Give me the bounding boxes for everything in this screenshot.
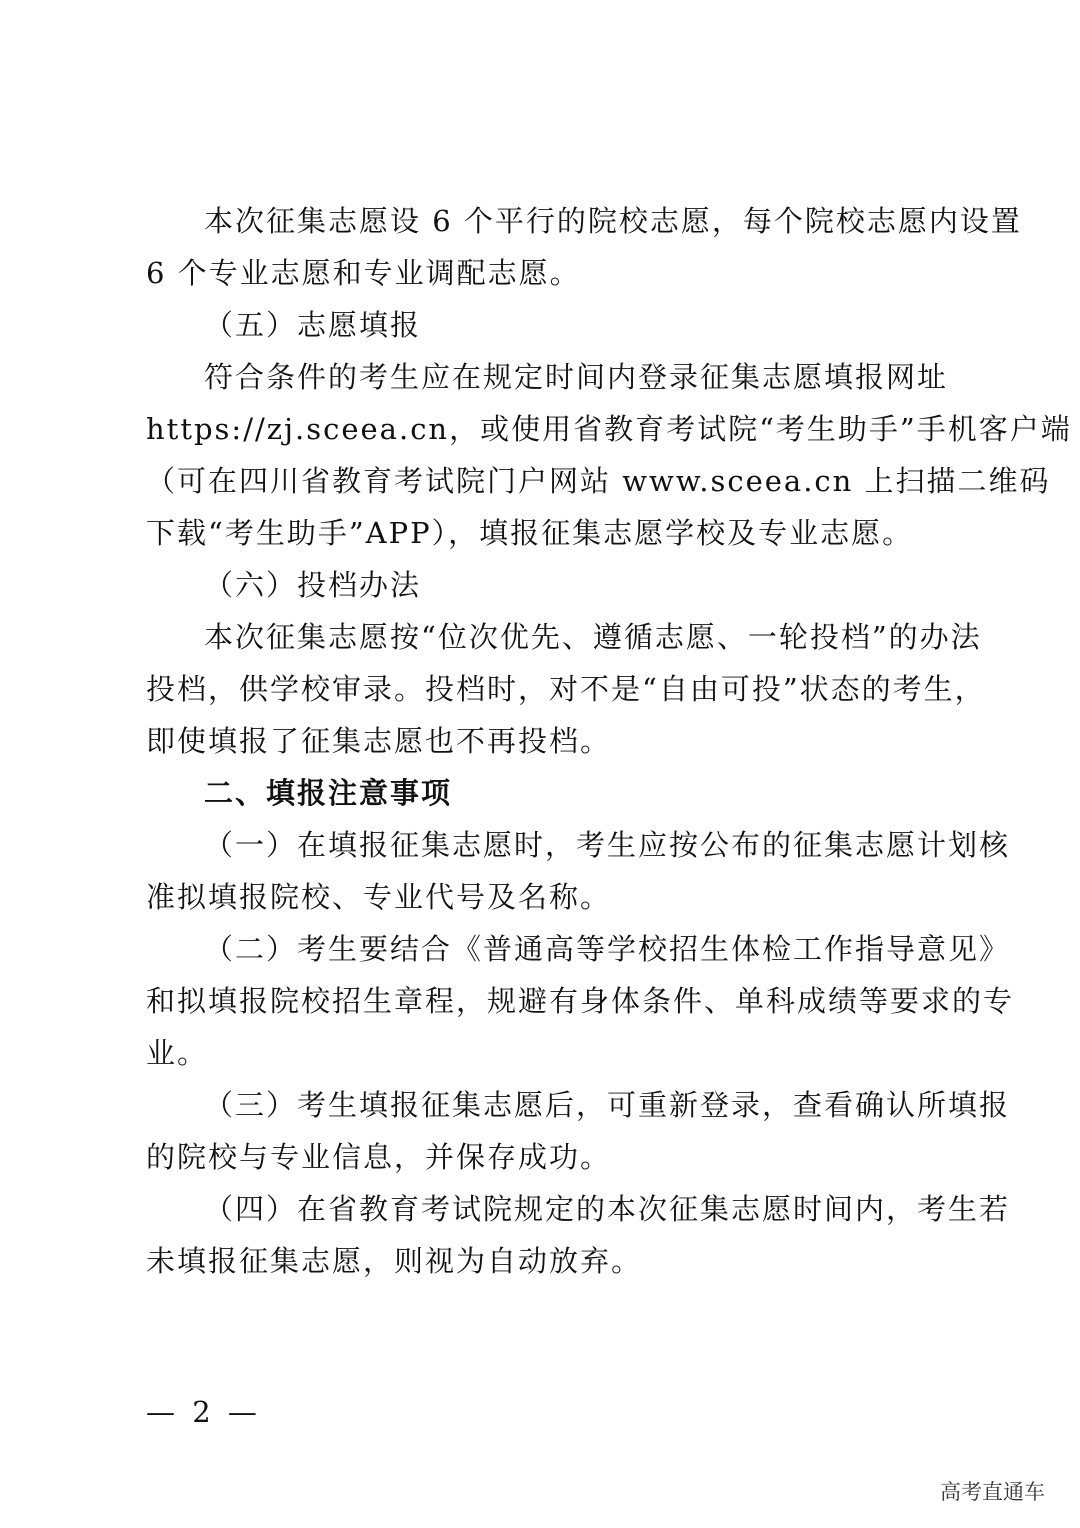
page-number: — 2 — [146, 1395, 261, 1429]
paragraph-line: 业。 [146, 1036, 209, 1070]
watermark: 高考直通车 [940, 1480, 1045, 1504]
section-heading-2: 二、填报注意事项 [204, 776, 453, 810]
paragraph-line: 本次征集志愿设 6 个平行的院校志愿，每个院校志愿内设置 [204, 204, 1022, 238]
paragraph-line: 即使填报了征集志愿也不再投档。 [146, 724, 612, 758]
paragraph-line: （一）在填报征集志愿时，考生应按公布的征集志愿计划核 [204, 828, 1011, 862]
paragraph-line: 本次征集志愿按“位次优先、遵循志愿、一轮投档”的办法 [204, 620, 982, 654]
paragraph-line: 下载“考生助手”APP），填报征集志愿学校及专业志愿。 [146, 516, 914, 550]
paragraph-line: 和拟填报院校招生章程，规避有身体条件、单科成绩等要求的专 [146, 984, 1015, 1018]
paragraph-line: 的院校与专业信息，并保存成功。 [146, 1140, 612, 1174]
paragraph-line: 符合条件的考生应在规定时间内登录征集志愿填报网址 [204, 360, 949, 394]
paragraph-line: 准拟填报院校、专业代号及名称。 [146, 880, 612, 914]
paragraph-line: （三）考生填报征集志愿后，可重新登录，查看确认所填报 [204, 1088, 1011, 1122]
paragraph-line: （二）考生要结合《普通高等学校招生体检工作指导意见》 [204, 932, 1011, 966]
paragraph-line: https://zj.sceea.cn，或使用省教育考试院“考生助手”手机客户端 [146, 412, 1072, 446]
section-heading-6: （六）投档办法 [204, 568, 422, 602]
paragraph-line: 6 个专业志愿和专业调配志愿。 [146, 256, 581, 290]
paragraph-line: （四）在省教育考试院规定的本次征集志愿时间内，考生若 [204, 1192, 1011, 1226]
paragraph-line: （可在四川省教育考试院门户网站 www.sceea.cn 上扫描二维码 [146, 464, 1051, 498]
paragraph-line: 未填报征集志愿，则视为自动放弃。 [146, 1244, 643, 1278]
section-heading-5: （五）志愿填报 [204, 308, 422, 342]
paragraph-line: 投档，供学校审录。投档时，对不是“自由可投”状态的考生， [146, 672, 986, 706]
